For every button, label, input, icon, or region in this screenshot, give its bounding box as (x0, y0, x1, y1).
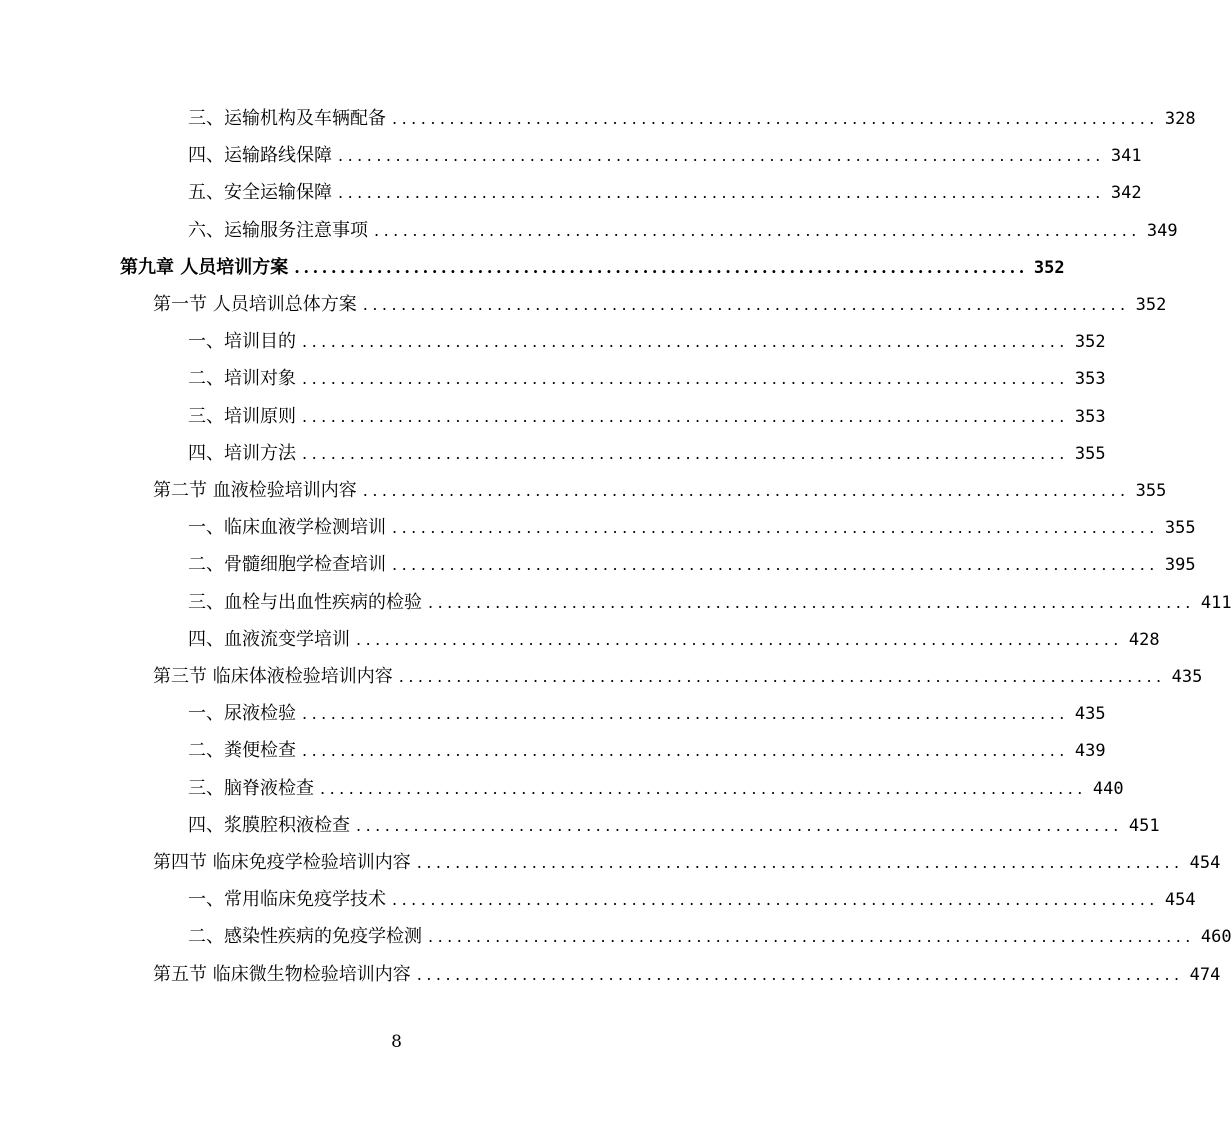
toc-entry-page: 440 (1092, 778, 1124, 799)
toc-entry-page: 349 (1146, 220, 1178, 241)
toc-entry-title: 三、培训原则 (188, 405, 296, 427)
toc-entry-title: 第三节 临床体液检验培训内容 (153, 666, 393, 687)
toc-entry[interactable] (188, 105, 1196, 133)
toc-entry-title: 四、血液流变学培训 (188, 628, 350, 650)
toc-entry-page: 474 (1189, 964, 1221, 985)
toc-entry[interactable] (153, 663, 1203, 691)
dot-leader: ................................................................................ (356, 815, 1123, 835)
toc-entry[interactable] (188, 589, 1232, 617)
toc-entry[interactable] (153, 477, 1167, 505)
toc-entry[interactable] (188, 217, 1178, 245)
toc-entry[interactable] (188, 328, 1106, 356)
toc-entry-title: 四、培训方法 (188, 442, 296, 464)
toc-entry[interactable] (188, 886, 1196, 914)
toc-entry-page: 353 (1074, 406, 1106, 427)
dot-leader: ................................................................................ (294, 257, 1028, 277)
toc-entry[interactable] (120, 254, 1065, 282)
toc-entry-title: 三、脑脊液检查 (188, 777, 314, 799)
toc-entry[interactable] (188, 403, 1106, 431)
toc-entry-title: 第五节 临床微生物检验培训内容 (153, 963, 411, 985)
toc-entry-page: 454 (1164, 890, 1196, 911)
dot-leader: ................................................................................ (362, 481, 1130, 500)
toc-entry-title: 一、尿液检验 (188, 703, 296, 725)
dot-leader: ................................................................................ (302, 406, 1069, 426)
dot-leader: ................................................................................ (428, 592, 1195, 612)
toc-entry-page: 352 (1074, 332, 1106, 353)
toc-entry-page: 352 (1033, 257, 1065, 278)
toc-entry[interactable] (188, 775, 1124, 803)
toc-entry-title: 二、骨髓细胞学检查培训 (188, 554, 386, 576)
dot-leader: ................................................................................ (398, 667, 1166, 686)
toc-entry-page: 460 (1200, 927, 1232, 948)
toc-entry-title: 第一节 人员培训总体方案 (153, 294, 357, 315)
dot-leader: ................................................................................ (416, 853, 1184, 872)
toc-entry-page: 328 (1164, 109, 1196, 129)
dot-leader: ................................................................................ (320, 778, 1087, 798)
dot-leader: ................................................................................ (338, 183, 1105, 203)
dot-leader: ................................................................................ (392, 109, 1159, 128)
dot-leader: ................................................................................ (362, 295, 1130, 314)
dot-leader: ................................................................................ (302, 332, 1069, 352)
toc-entry-page: 454 (1189, 853, 1221, 873)
toc-entry[interactable] (153, 849, 1221, 877)
toc-entry-title: 四、浆膜腔积液检查 (188, 814, 350, 836)
dot-leader: ................................................................................ (416, 964, 1184, 984)
toc-entry-page: 341 (1110, 146, 1142, 167)
dot-leader: ................................................................................ (356, 629, 1123, 649)
toc-entry-page: 342 (1110, 183, 1142, 204)
toc-entry-title: 二、培训对象 (188, 368, 296, 390)
dot-leader: ................................................................................ (302, 443, 1069, 463)
dot-leader: ................................................................................ (302, 741, 1069, 761)
toc-entry-page: 355 (1164, 518, 1196, 539)
toc-entry-title: 二、粪便检查 (188, 740, 296, 762)
toc-entry[interactable] (153, 961, 1221, 989)
toc-entry-page: 355 (1135, 481, 1167, 501)
toc-entry-title: 第九章 人员培训方案 (120, 256, 289, 278)
dot-leader: ................................................................................ (338, 146, 1105, 166)
toc-entry-title: 一、常用临床免疫学技术 (188, 889, 386, 911)
toc-entry-title: 五、安全运输保障 (188, 182, 332, 204)
toc-entry-title: 一、培训目的 (188, 331, 296, 353)
toc-entry-page: 435 (1074, 704, 1106, 725)
toc-entry-page: 451 (1128, 815, 1160, 836)
toc-entry-page: 353 (1074, 369, 1106, 390)
toc-entry[interactable] (188, 700, 1106, 728)
toc-entry-page: 355 (1074, 443, 1106, 464)
toc-entry[interactable] (188, 514, 1196, 542)
toc-entry-title: 一、临床血液学检测培训 (188, 517, 386, 539)
toc-entry[interactable] (188, 551, 1196, 579)
toc-entry-page: 411 (1200, 592, 1232, 613)
dot-leader: ................................................................................ (374, 220, 1141, 240)
toc-entry-page: 395 (1164, 555, 1196, 576)
toc-entry[interactable] (188, 179, 1142, 207)
toc-entry[interactable] (188, 923, 1232, 951)
toc-entry-page: 428 (1128, 629, 1160, 650)
page-number: 8 (391, 1032, 402, 1052)
toc-entry[interactable] (188, 365, 1106, 393)
toc-entry-title: 三、运输机构及车辆配备 (188, 108, 386, 129)
dot-leader: ................................................................................ (392, 518, 1159, 538)
toc-entry[interactable] (188, 812, 1160, 840)
toc-entry-title: 三、血栓与出血性疾病的检验 (188, 591, 422, 613)
toc-entry[interactable] (188, 626, 1160, 654)
dot-leader: ................................................................................ (392, 890, 1159, 910)
toc-entry-title: 六、运输服务注意事项 (188, 219, 368, 241)
toc-entry-page: 439 (1074, 741, 1106, 762)
toc-entry[interactable] (188, 737, 1106, 765)
dot-leader: ................................................................................ (392, 555, 1159, 575)
toc-entry-page: 435 (1171, 667, 1203, 687)
dot-leader: ................................................................................ (302, 369, 1069, 389)
toc-entry[interactable] (188, 142, 1142, 170)
toc-entry-title: 二、感染性疾病的免疫学检测 (188, 926, 422, 948)
dot-leader: ................................................................................ (428, 927, 1195, 947)
dot-leader: ................................................................................ (302, 704, 1069, 724)
toc-entry-title: 四、运输路线保障 (188, 145, 332, 167)
toc-entry[interactable] (188, 440, 1106, 468)
toc-entry[interactable] (153, 291, 1167, 319)
toc-entry-title: 第二节 血液检验培训内容 (153, 480, 357, 501)
toc-entry-title: 第四节 临床免疫学检验培训内容 (153, 852, 411, 873)
toc-entry-page: 352 (1135, 295, 1167, 315)
